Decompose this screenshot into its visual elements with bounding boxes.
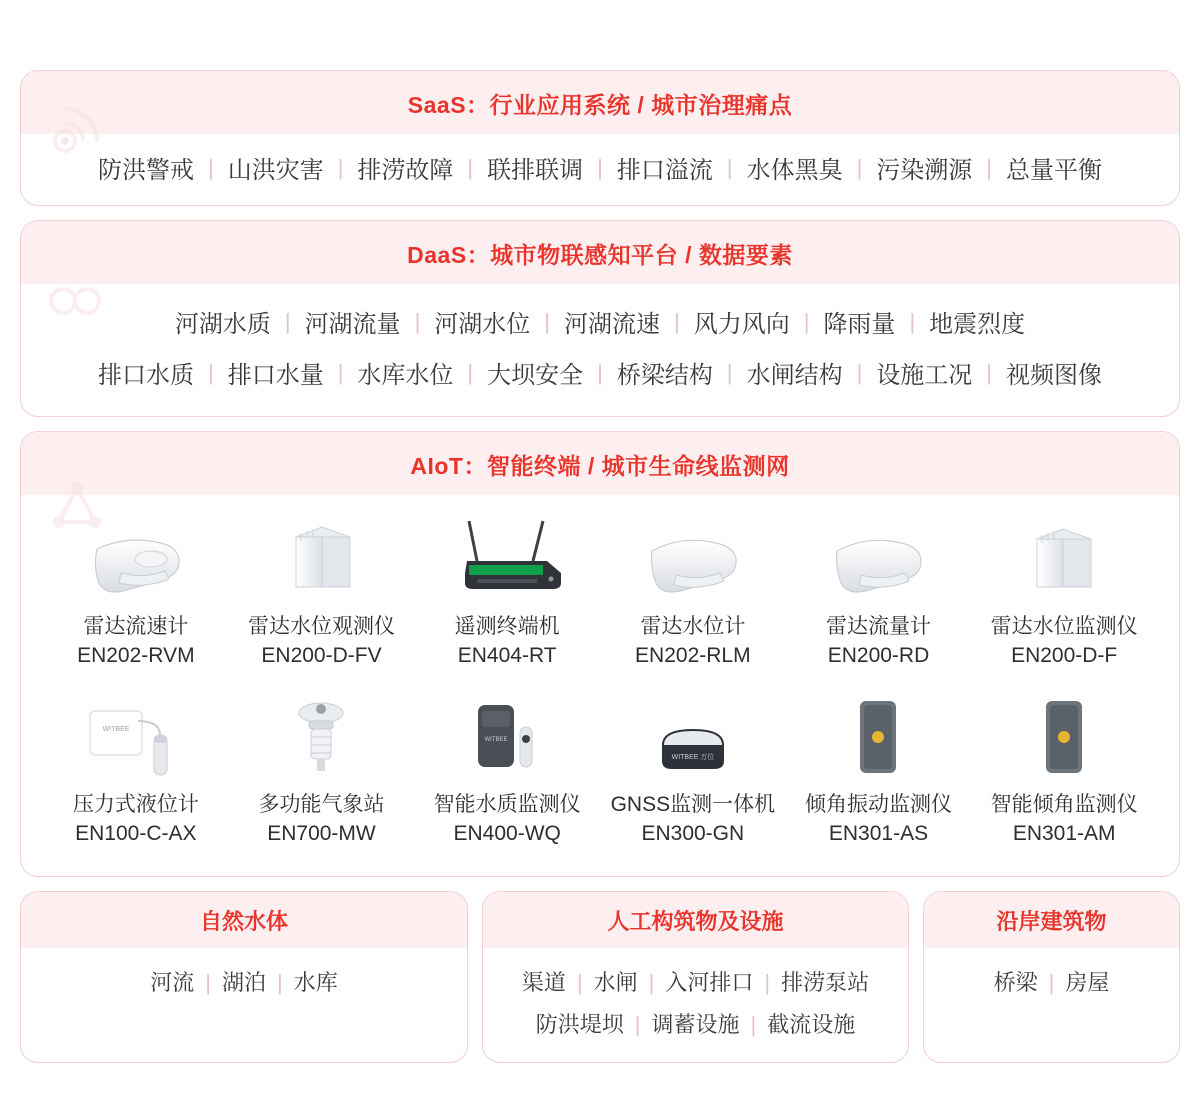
separator: | <box>1048 970 1055 996</box>
separator: | <box>634 1012 641 1038</box>
artificial-structures-items-row1 <box>491 962 900 1004</box>
separator: | <box>856 154 863 180</box>
daas-item: 河湖水质 <box>174 311 271 338</box>
radar-level-monitor-icon <box>973 511 1155 603</box>
daas-item-list-row2 <box>31 347 1169 398</box>
device-name: 遥测终端机 <box>454 615 560 638</box>
separator: | <box>467 154 474 180</box>
device-model: EN200-RD <box>827 644 930 668</box>
separator: | <box>648 970 655 996</box>
device-model: EN301-AM <box>1012 822 1116 846</box>
daas-item: 视频图像 <box>1006 362 1103 389</box>
daas-item: 桥梁结构 <box>616 362 713 389</box>
separator: | <box>856 359 863 385</box>
list-item: 截流设施 <box>767 1012 856 1038</box>
svg-text:WITBEE: WITBEE <box>484 736 508 743</box>
daas-item: 降雨量 <box>823 311 896 338</box>
separator: | <box>414 308 421 334</box>
separator: | <box>803 308 810 334</box>
separator: | <box>986 359 993 385</box>
separator: | <box>597 359 603 385</box>
daas-item: 大坝安全 <box>487 362 584 389</box>
artificial-structures-items-row2 <box>491 1004 900 1046</box>
device-model: EN400-WQ <box>453 822 561 846</box>
list-item: 房屋 <box>1065 970 1110 996</box>
device-card[interactable] <box>414 505 600 675</box>
saas-item: 总量平衡 <box>1006 157 1103 184</box>
list-item: 水库 <box>293 970 338 996</box>
list-item: 渠道 <box>521 970 566 996</box>
saas-panel <box>20 70 1180 206</box>
device-grid <box>43 505 1157 852</box>
device-card[interactable] <box>600 683 786 853</box>
aiot-title: AIoT：智能终端 / 城市生命线监测网 <box>21 432 1179 495</box>
riverside-buildings-body <box>924 948 1179 1020</box>
radar-flow-meter-icon <box>788 511 970 603</box>
rtu-router-icon <box>416 511 598 603</box>
device-model: EN301-AS <box>828 822 929 846</box>
aiot-body <box>21 495 1179 876</box>
daas-panel <box>20 220 1180 417</box>
separator: | <box>726 359 733 385</box>
device-card[interactable] <box>43 505 229 675</box>
separator: | <box>986 154 993 180</box>
device-model: EN404-RT <box>457 644 557 668</box>
daas-body <box>21 284 1179 416</box>
separator: | <box>277 970 283 996</box>
daas-item: 风力风向 <box>693 311 790 338</box>
separator: | <box>337 359 344 385</box>
list-item: 调蓄设施 <box>651 1012 740 1038</box>
bottom-row <box>20 891 1180 1063</box>
device-name: 雷达流速计 <box>83 615 189 638</box>
device-model: EN202-RVM <box>77 644 195 668</box>
separator: | <box>205 970 211 996</box>
device-card[interactable] <box>971 683 1157 853</box>
list-item: 桥梁 <box>993 970 1038 996</box>
artificial-structures-body <box>483 948 908 1062</box>
separator: | <box>909 308 916 334</box>
aiot-panel <box>20 431 1180 877</box>
list-item: 河流 <box>150 970 195 996</box>
device-name: 倾角振动监测仪 <box>804 792 952 816</box>
saas-item: 污染溯源 <box>876 157 973 184</box>
svg-text:WITBEE 万位: WITBEE 万位 <box>671 753 715 761</box>
daas-item: 水库水位 <box>357 362 454 389</box>
daas-item: 排口水量 <box>227 362 324 389</box>
separator: | <box>674 308 680 334</box>
list-item: 水闸 <box>593 970 638 996</box>
device-card[interactable] <box>229 505 415 675</box>
daas-item: 河湖流量 <box>304 311 401 338</box>
device-card[interactable] <box>414 683 600 853</box>
daas-item: 河湖水位 <box>434 311 531 338</box>
smart-tilt-monitor-icon <box>973 689 1155 781</box>
device-name: 雷达水位监测仪 <box>990 615 1138 638</box>
separator: | <box>544 308 550 334</box>
radar-velocity-sensor-icon <box>45 511 227 603</box>
artificial-structures-title: 人工构筑物及设施 <box>483 892 908 948</box>
separator: | <box>726 154 733 180</box>
device-card[interactable] <box>229 683 415 853</box>
device-model: EN200-D-F <box>1011 644 1118 668</box>
saas-item: 排口溢流 <box>616 157 713 184</box>
device-name: 智能水质监测仪 <box>433 792 581 816</box>
device-name: 雷达水位计 <box>640 615 746 638</box>
device-name: 雷达流量计 <box>825 615 931 638</box>
saas-item: 排涝故障 <box>357 157 454 184</box>
separator: | <box>207 359 214 385</box>
device-name: 多功能气象站 <box>258 792 385 816</box>
artificial-structures-panel <box>482 891 909 1063</box>
natural-water-items <box>29 962 459 1004</box>
device-name: 压力式液位计 <box>72 792 199 816</box>
daas-item: 水闸结构 <box>746 362 843 389</box>
svg-text:WITBEE: WITBEE <box>102 725 130 733</box>
device-card[interactable] <box>600 505 786 675</box>
list-item: 防洪堤坝 <box>535 1012 624 1038</box>
radar-level-meter-icon <box>602 511 784 603</box>
saas-item-list <box>21 134 1179 205</box>
saas-item: 联排联调 <box>487 157 584 184</box>
daas-item: 设施工况 <box>876 362 973 389</box>
device-name: 雷达水位观测仪 <box>247 615 395 638</box>
separator: | <box>597 154 603 180</box>
device-model: EN100-C-AX <box>75 822 197 846</box>
list-item: 入河排口 <box>665 970 754 996</box>
separator: | <box>337 154 344 180</box>
riverside-buildings-title: 沿岸建筑物 <box>924 892 1179 948</box>
device-card[interactable] <box>786 505 972 675</box>
separator: | <box>576 970 583 996</box>
separator: | <box>284 308 291 334</box>
list-item: 排涝泵站 <box>781 970 870 996</box>
natural-water-body <box>21 948 467 1020</box>
daas-item: 河湖流速 <box>564 311 660 338</box>
saas-item: 防洪警戒 <box>97 157 194 184</box>
daas-item-list-row1 <box>31 296 1169 347</box>
device-model: EN200-D-FV <box>261 644 382 668</box>
device-card[interactable] <box>971 505 1157 675</box>
natural-water-panel <box>20 891 468 1063</box>
device-card[interactable] <box>786 683 972 853</box>
daas-item: 地震烈度 <box>929 311 1026 338</box>
separator: | <box>207 154 214 180</box>
gnss-monitor-icon <box>602 689 784 781</box>
tilt-vibration-monitor-icon <box>788 689 970 781</box>
riverside-buildings-items <box>932 962 1171 1004</box>
saas-item: 水体黑臭 <box>746 157 843 184</box>
device-model: EN202-RLM <box>635 644 751 668</box>
daas-item: 排口水质 <box>97 362 194 389</box>
weather-station-icon <box>231 689 413 781</box>
saas-item: 山洪灾害 <box>227 157 324 184</box>
natural-water-title: 自然水体 <box>21 892 467 948</box>
daas-title: DaaS：城市物联感知平台 / 数据要素 <box>21 221 1179 284</box>
device-card[interactable] <box>43 683 229 853</box>
separator: | <box>764 970 771 996</box>
device-name: GNSS监测一体机 <box>610 792 776 816</box>
device-model: EN700-MW <box>267 822 376 846</box>
separator: | <box>750 1012 757 1038</box>
separator: | <box>467 359 474 385</box>
list-item: 湖泊 <box>221 970 266 996</box>
pressure-level-gauge-icon <box>45 689 227 781</box>
device-model: EN300-GN <box>641 822 745 846</box>
riverside-buildings-panel <box>923 891 1180 1063</box>
water-quality-monitor-icon <box>416 689 598 781</box>
radar-level-observer-icon <box>231 511 413 603</box>
device-name: 智能倾角监测仪 <box>990 792 1138 816</box>
saas-title: SaaS：行业应用系统 / 城市治理痛点 <box>21 71 1179 134</box>
